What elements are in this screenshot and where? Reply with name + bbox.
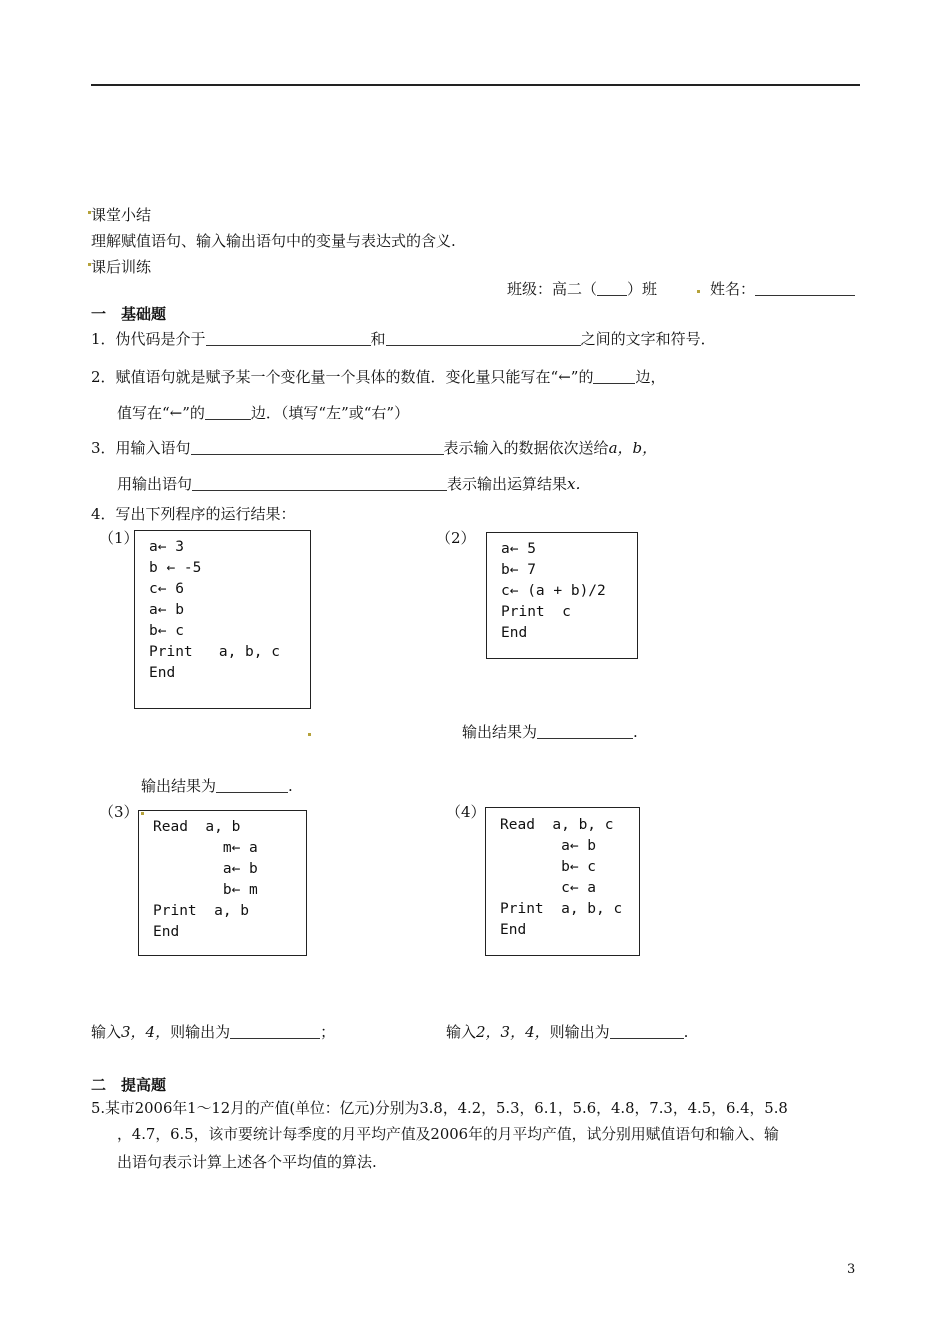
name-blank[interactable] — [755, 281, 855, 296]
code-line: m← a — [153, 840, 258, 856]
program-4-input-end: . — [683, 1023, 689, 1041]
q3-vars: a，b， — [608, 439, 658, 457]
q1-suffix: 之间的文字和符号． — [580, 330, 716, 348]
program-1-output-label: 输出结果为 — [141, 777, 217, 795]
question-3-line2 — [117, 473, 591, 494]
q2-line2-suffix: 边．（填写“左”或“右”） — [250, 404, 410, 422]
code-line: End — [153, 924, 180, 940]
code-line: b← c — [500, 859, 597, 875]
program-2-output-blank[interactable] — [537, 724, 633, 739]
q3-line2-prefix: 用输出语句 — [117, 475, 193, 493]
header-rule — [91, 84, 860, 86]
question-1 — [91, 328, 716, 349]
code-line: End — [149, 665, 176, 681]
q3-var-x: x． — [567, 475, 591, 493]
program-3-input-suffix: 则输出为 — [170, 1023, 231, 1041]
code-line: End — [501, 625, 528, 641]
program-3-output-blank[interactable] — [230, 1024, 320, 1039]
class-field — [507, 278, 657, 299]
q2-line1-text: 2．赋值语句就是赋予某一个变化量一个具体的数值．变化量只能写在“←”的 — [91, 368, 594, 386]
artifact-dot — [88, 211, 91, 214]
page-number: 3 — [847, 1262, 856, 1277]
code-line: b← m — [153, 882, 258, 898]
program-4-input-prefix: 输入 — [446, 1023, 477, 1041]
q2-line2-prefix: 值写在“←”的 — [117, 404, 205, 422]
q3-line1-prefix: 3．用输入语句 — [91, 439, 191, 457]
program-3-input-values: 3，4， — [121, 1023, 171, 1041]
code-line: Print a, b, c — [149, 644, 280, 660]
program-2-code — [501, 539, 606, 644]
class-label: 班级：高二（ — [507, 280, 598, 298]
name-label: 姓名： — [710, 280, 756, 298]
artifact-dot — [697, 290, 700, 293]
question-5-line3: 出语句表示计算上述各个平均值的算法. — [117, 1153, 377, 1171]
code-line: Read a, b — [153, 819, 241, 835]
q1-blank-1[interactable] — [206, 331, 371, 346]
summary-title: 课堂小结 — [91, 206, 152, 224]
q1-mid: 和 — [370, 330, 386, 348]
code-line: b ← -5 — [149, 560, 202, 576]
q1-prefix: 1．伪代码是介于 — [91, 330, 206, 348]
q3-blank-2[interactable] — [192, 476, 447, 491]
program-3-input-prefix: 输入 — [91, 1023, 122, 1041]
program-2-label: （2） — [436, 529, 476, 547]
code-line: c← 6 — [149, 581, 184, 597]
question-5-line1: 5.某市2006年1～12月的产值(单位：亿元)分别为3.8，4.2，5.3，6.1，5.6，4.8，7.3，4.5，6.4，5.8 — [91, 1100, 788, 1117]
summary-text: 理解赋值语句、输入输出语句中的变量与表达式的含义. — [91, 232, 456, 250]
program-1-output-blank[interactable] — [216, 778, 288, 793]
artifact-dot — [308, 733, 311, 736]
part2-title: 二 提高题 — [91, 1076, 167, 1094]
artifact-dot — [141, 812, 144, 815]
part1-title: 一 基础题 — [91, 305, 167, 323]
program-3-input-end: ； — [320, 1023, 336, 1041]
q2-line1-end: 边， — [635, 368, 666, 386]
code-line: Print a, b, c — [500, 901, 623, 917]
artifact-dot — [88, 263, 91, 266]
code-line: a← b — [149, 602, 184, 618]
code-line: b← 7 — [501, 562, 536, 578]
code-line: a← 5 — [501, 541, 536, 557]
question-2-line1 — [91, 366, 665, 387]
program-1-output: 输出结果为 . — [141, 777, 293, 795]
question-4-title: 4．写出下列程序的运行结果： — [91, 505, 296, 523]
q1-blank-2[interactable] — [386, 331, 581, 346]
q3-line2-suffix: 表示输出运算结果 — [447, 475, 568, 493]
question-2-line2 — [117, 402, 409, 423]
name-field — [710, 278, 855, 299]
code-line: c← (a + b)/2 — [501, 583, 606, 599]
code-line: a← b — [153, 861, 258, 877]
q2-blank-2[interactable] — [205, 405, 251, 420]
question-5-line2: ，4.7，6.5，该市要统计每季度的月平均产值及2006年的月平均产值，试分别用赋值语句和输入、输 — [117, 1126, 779, 1143]
code-line: c← a — [500, 880, 597, 896]
program-1-label: （1） — [99, 529, 139, 547]
code-line: Print a, b — [153, 903, 250, 919]
program-4-input-suffix: 则输出为 — [549, 1023, 610, 1041]
program-4-input-values: 2，3，4， — [476, 1023, 550, 1041]
code-line: a← 3 — [149, 539, 184, 555]
program-4-label: （4） — [446, 803, 486, 821]
program-2-output-label: 输出结果为 — [462, 723, 538, 741]
class-suffix: ）班 — [627, 280, 658, 298]
q3-blank-1[interactable] — [191, 440, 444, 455]
program-4-input — [446, 1021, 688, 1042]
program-3-label: （3） — [99, 803, 139, 821]
code-line: b← c — [149, 623, 184, 639]
program-2-output: 输出结果为 . — [462, 723, 638, 741]
class-blank[interactable] — [597, 281, 627, 296]
program-1-code — [149, 537, 280, 684]
question-3-line1 — [91, 437, 657, 458]
program-4-output-blank[interactable] — [610, 1024, 684, 1039]
practice-title: 课后训练 — [91, 258, 152, 276]
code-line: Read a, b, c — [500, 817, 614, 833]
q2-blank-1[interactable] — [593, 369, 635, 384]
q3-line1-suffix: 表示输入的数据依次送给 — [443, 439, 609, 457]
program-3-code — [153, 817, 258, 943]
code-line: End — [500, 922, 527, 938]
program-4-code — [500, 815, 622, 941]
code-line: Print c — [501, 604, 571, 620]
program-3-input — [91, 1021, 335, 1042]
code-line: a← b — [500, 838, 597, 854]
